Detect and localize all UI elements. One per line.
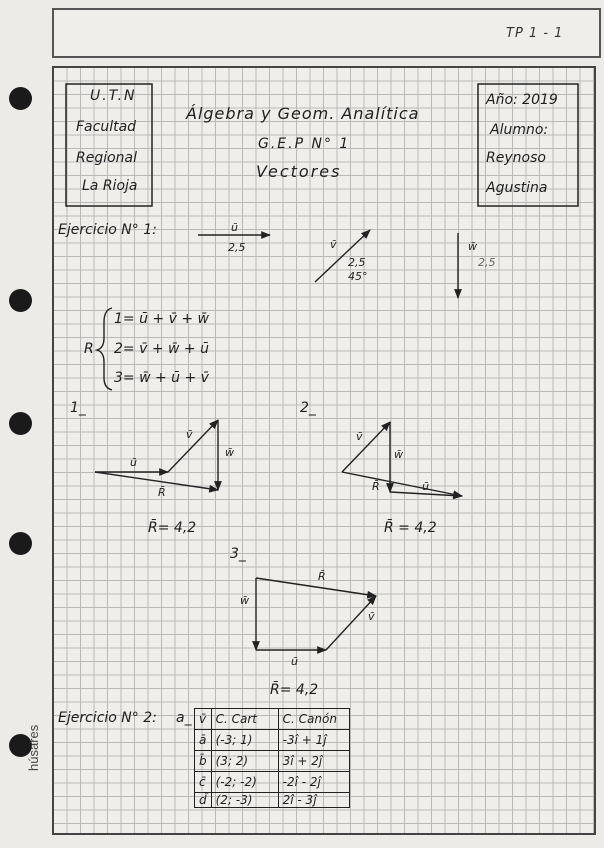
- vector-v-mag: 2,5: [348, 256, 366, 269]
- vector-w-name: w̄: [468, 240, 477, 253]
- vector-v-angle: 45°: [348, 270, 368, 283]
- case1-R-label: R̄: [158, 486, 166, 499]
- vector-u-mag: 2,5: [228, 241, 246, 254]
- equation-brace: [97, 308, 112, 390]
- case3-u-label: ū: [291, 655, 298, 668]
- ex2-part-label: a_: [176, 710, 192, 726]
- table-cell: 3î + 2ĵ: [278, 751, 349, 772]
- case1-R: [95, 472, 218, 490]
- case3-label: 3_: [230, 546, 246, 562]
- header-year: Año: 2019: [486, 92, 558, 108]
- header-guide-number: G.E.P N° 1: [258, 136, 351, 152]
- brand-logo-text: húsares: [26, 724, 41, 771]
- table-header-row: [195, 709, 350, 730]
- case2-label: 2_: [300, 400, 316, 416]
- header-facultad: Facultad: [76, 119, 137, 135]
- vector-w-mag: 2,5: [478, 256, 496, 269]
- equation-2: 2= v̄ + w̄ + ū: [114, 341, 209, 357]
- case2-v: [342, 422, 390, 472]
- case1-u-label: ū: [130, 456, 137, 469]
- case3-w-label: w̄: [240, 594, 249, 607]
- case3-R-label: R̄: [318, 570, 326, 583]
- table-cell: (3; 2): [211, 751, 278, 772]
- case2-u-label: ū: [422, 480, 429, 493]
- case1-v: [168, 420, 218, 472]
- case3-v: [326, 596, 376, 650]
- table-cell: ā: [195, 730, 212, 751]
- table-cell: (-2; -2): [211, 772, 278, 793]
- header-utn: U.T.N: [90, 88, 137, 104]
- table-cell: (2; -3): [211, 793, 278, 808]
- header-topic: Vectores: [256, 162, 342, 181]
- table-header-canonical: C. Canón: [278, 709, 349, 730]
- case3-R: [256, 578, 376, 596]
- table-cell: b̄: [195, 751, 212, 772]
- table-cell: 2î - 3ĵ: [278, 793, 349, 808]
- vector-u-name: ū: [231, 221, 238, 234]
- brace-label: R: [84, 341, 94, 357]
- header-student-second: Agustina: [486, 180, 548, 196]
- case1-label: 1_: [70, 400, 86, 416]
- equation-3: 3= w̄ + ū + v̄: [114, 370, 209, 386]
- case2-R-label: R̄: [372, 480, 380, 493]
- table-cell: c̄: [195, 772, 212, 793]
- table-cell: -3î + 1ĵ: [278, 730, 349, 751]
- equation-1: 1= ū + v̄ + w̄: [114, 311, 209, 327]
- tp-label: TP 1 - 1: [506, 26, 564, 41]
- header-student-label: Alumno:: [490, 122, 549, 138]
- header-student-first: Reynoso: [486, 150, 546, 166]
- table-cell: -2î - 2ĵ: [278, 772, 349, 793]
- header-course-title: Álgebra y Geom. Analítica: [186, 104, 420, 123]
- table-row: [195, 772, 350, 793]
- components-table: [194, 708, 350, 808]
- case3-v-label: v̄: [368, 610, 375, 623]
- case2-result: R̄ = 4,2: [384, 520, 437, 536]
- case1-w-label: w̄: [225, 446, 234, 459]
- case2-v-label: v̄: [356, 430, 363, 443]
- header-regional: Regional: [76, 150, 138, 166]
- header-la-rioja: La Rioja: [82, 178, 138, 194]
- table-row: [195, 730, 350, 751]
- table-cell: d̄: [195, 793, 212, 808]
- ex1-title: Ejercicio N° 1:: [58, 222, 157, 238]
- case3-result: R̄= 4,2: [270, 682, 319, 698]
- table-header-vector: v̄: [195, 709, 212, 730]
- case1-v-label: v̄: [186, 428, 193, 441]
- table-header-cartesian: C. Cart: [211, 709, 278, 730]
- table-row: [195, 793, 350, 808]
- ex2-title: Ejercicio N° 2:: [58, 710, 157, 726]
- case2-w-label: w̄: [394, 448, 403, 461]
- table-cell: (-3; 1): [211, 730, 278, 751]
- table-row: [195, 751, 350, 772]
- vector-v-name: v̄: [330, 238, 337, 251]
- case1-result: R̄= 4,2: [148, 520, 197, 536]
